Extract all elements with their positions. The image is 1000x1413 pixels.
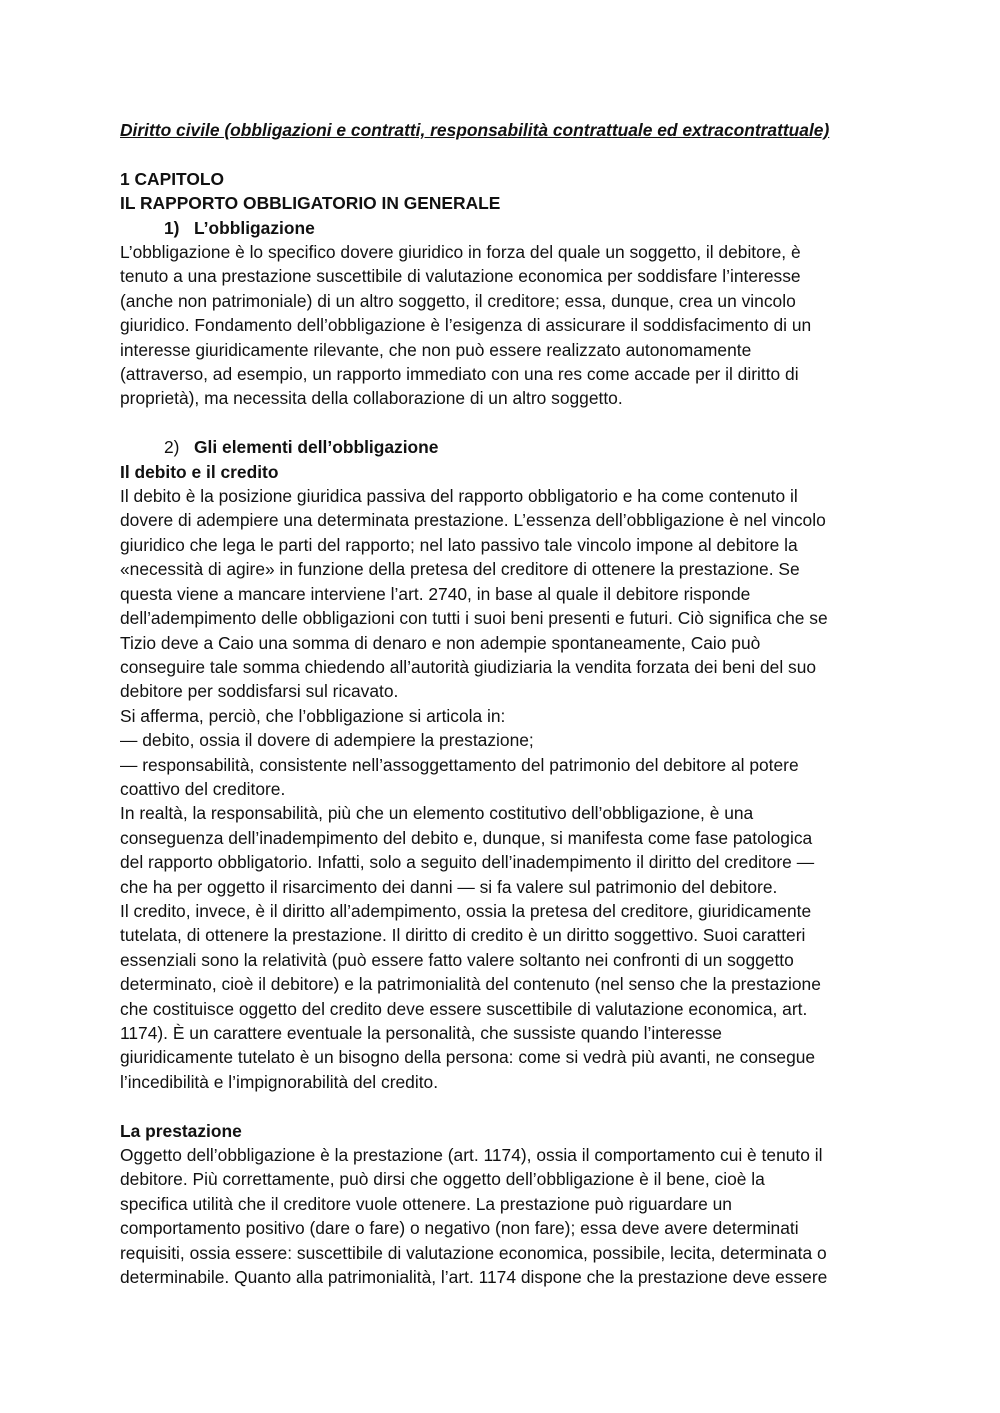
section-1-heading (120, 216, 880, 240)
text-line: In realtà, la responsabilità, più che un elemento costitutivo dell’obbligazione, è una (120, 803, 754, 824)
text-line: giuridicamente tutelato è un bisogno della persona: come si vedrà più avanti, ne consegue (120, 1047, 816, 1068)
text-line: interesse giuridicamente rilevante, che non può essere realizzato autonomamente (120, 339, 752, 360)
text-line: che costituisce oggetto del credito deve essere suscettibile di valutazione economica, art. (120, 998, 808, 1019)
text-line: che ha per oggetto il risarcimento dei danni — si fa valere sul patrimonio del debitore. (120, 876, 778, 897)
text-line: tenuto a una prestazione suscettibile di valutazione economica per soddisfare l’interesse (120, 266, 801, 287)
text-line: dell’adempimento delle obbligazioni con tutti i suoi beni presenti e futuri. Ciò significa che se (120, 608, 828, 629)
text-line: Tizio deve a Caio una somma di denaro e non adempie spontaneamente, Caio può (120, 632, 761, 653)
document-body (120, 118, 880, 1289)
section-2-paragraph (120, 484, 880, 1094)
text-line: 1174). È un carattere eventuale la personalità, che sussiste quando l’interesse (120, 1023, 722, 1043)
text-line: (anche non patrimoniale) di un altro soggetto, il creditore; essa, dunque, crea un vincolo (120, 290, 796, 311)
spacer (120, 411, 880, 435)
text-line: dovere di adempiere una determinata prestazione. L’essenza dell’obbligazione è nel vincolo (120, 510, 826, 531)
section-2-heading (120, 435, 880, 459)
section-2-title: Gli elementi dell’obbligazione (194, 437, 439, 458)
text-line: Si afferma, perciò, che l’obbligazione si articola in: (120, 705, 506, 726)
text-line: questa viene a mancare interviene l’art. 2740, in base al quale il debitore risponde (120, 583, 751, 604)
section-1-paragraph (120, 240, 880, 411)
text-line: essenziali sono la relatività (può essere fatto valere soltanto nei confronti di un soggetto (120, 949, 794, 970)
section-1-title: L’obbligazione (194, 217, 315, 238)
text-line: coattivo del creditore. (120, 778, 286, 799)
text-line: Il debito è la posizione giuridica passiva del rapporto obbligatorio e ha come contenuto il (120, 486, 798, 507)
prestazione-paragraph (120, 1143, 880, 1289)
text-line: l’incedibilità e l’impignorabilità del credito. (120, 1071, 439, 1092)
text-line: conseguire tale somma chiedendo all’autorità giudiziaria la vendita forzata dei beni del suo (120, 656, 817, 677)
document-title: Diritto civile (obbligazioni e contratti, responsabilità contrattuale ed extracontrattuale) (120, 120, 830, 140)
text-line: determinabile. Quanto alla patrimonialità, l’art. 1174 dispone che la prestazione deve essere (120, 1267, 828, 1288)
subheading-prestazione: La prestazione (120, 1120, 242, 1141)
spacer (120, 142, 880, 166)
text-line: tutelata, di ottenere la prestazione. Il diritto di credito è un diritto soggettivo. Suoi caratteri (120, 925, 806, 946)
text-line: — responsabilità, consistente nell’assoggettamento del patrimonio del debitore al potere (120, 754, 799, 775)
subheading-debito-credito: Il debito e il credito (120, 461, 279, 482)
text-line: L’obbligazione è lo specifico dovere giuridico in forza del quale un soggetto, il debitore, è (120, 242, 801, 263)
text-line: debitore per soddisfarsi sul ricavato. (120, 681, 399, 702)
text-line: requisiti, ossia essere: suscettibile di valutazione economica, possibile, lecita, determinata o (120, 1242, 827, 1263)
text-line: determinato, cioè il debitore) e la patrimonialità del contenuto (nel senso che la prestazione (120, 974, 821, 995)
text-line: (attraverso, ad esempio, un rapporto immediato con una res come accade per il diritto di (120, 364, 799, 385)
section-1-number: 1) (164, 217, 180, 238)
text-line: debitore. Più correttamente, può dirsi che oggetto dell’obbligazione è il bene, cioè la (120, 1169, 765, 1190)
text-line: Il credito, invece, è il diritto all’adempimento, ossia la pretesa del creditore, giuridicamente (120, 900, 812, 921)
chapter-title: IL RAPPORTO OBBLIGATORIO IN GENERALE (120, 193, 501, 214)
text-line: specifica utilità che il creditore vuole ottenere. La prestazione può riguardare un (120, 1193, 732, 1214)
text-line: comportamento positivo (dare o fare) o negativo (non fare); essa deve avere determinati (120, 1218, 799, 1239)
chapter-label: 1 CAPITOLO (120, 168, 225, 189)
text-line: proprietà), ma necessita della collaborazione di un altro soggetto. (120, 388, 623, 409)
text-line: «necessità di agire» in funzione della pretesa del creditore di ottenere la prestazione. Se (120, 559, 800, 580)
text-line: conseguenza dell’inadempimento del debito e, dunque, si manifesta come fase patologica (120, 827, 813, 848)
text-line: del rapporto obbligatorio. Infatti, solo a seguito dell’inadempimento il diritto del creditore — (120, 852, 815, 873)
section-2-number: 2) (164, 437, 180, 458)
text-line: Oggetto dell’obbligazione è la prestazione (art. 1174), ossia il comportamento cui è tenuto il (120, 1145, 823, 1166)
text-line: — debito, ossia il dovere di adempiere la prestazione; (120, 730, 534, 751)
text-line: giuridico che lega le parti del rapporto; nel lato passivo tale vincolo impone al debitore la (120, 534, 798, 555)
spacer (120, 1094, 880, 1118)
text-line: giuridico. Fondamento dell’obbligazione è l’esigenza di assicurare il soddisfacimento di un (120, 315, 812, 336)
